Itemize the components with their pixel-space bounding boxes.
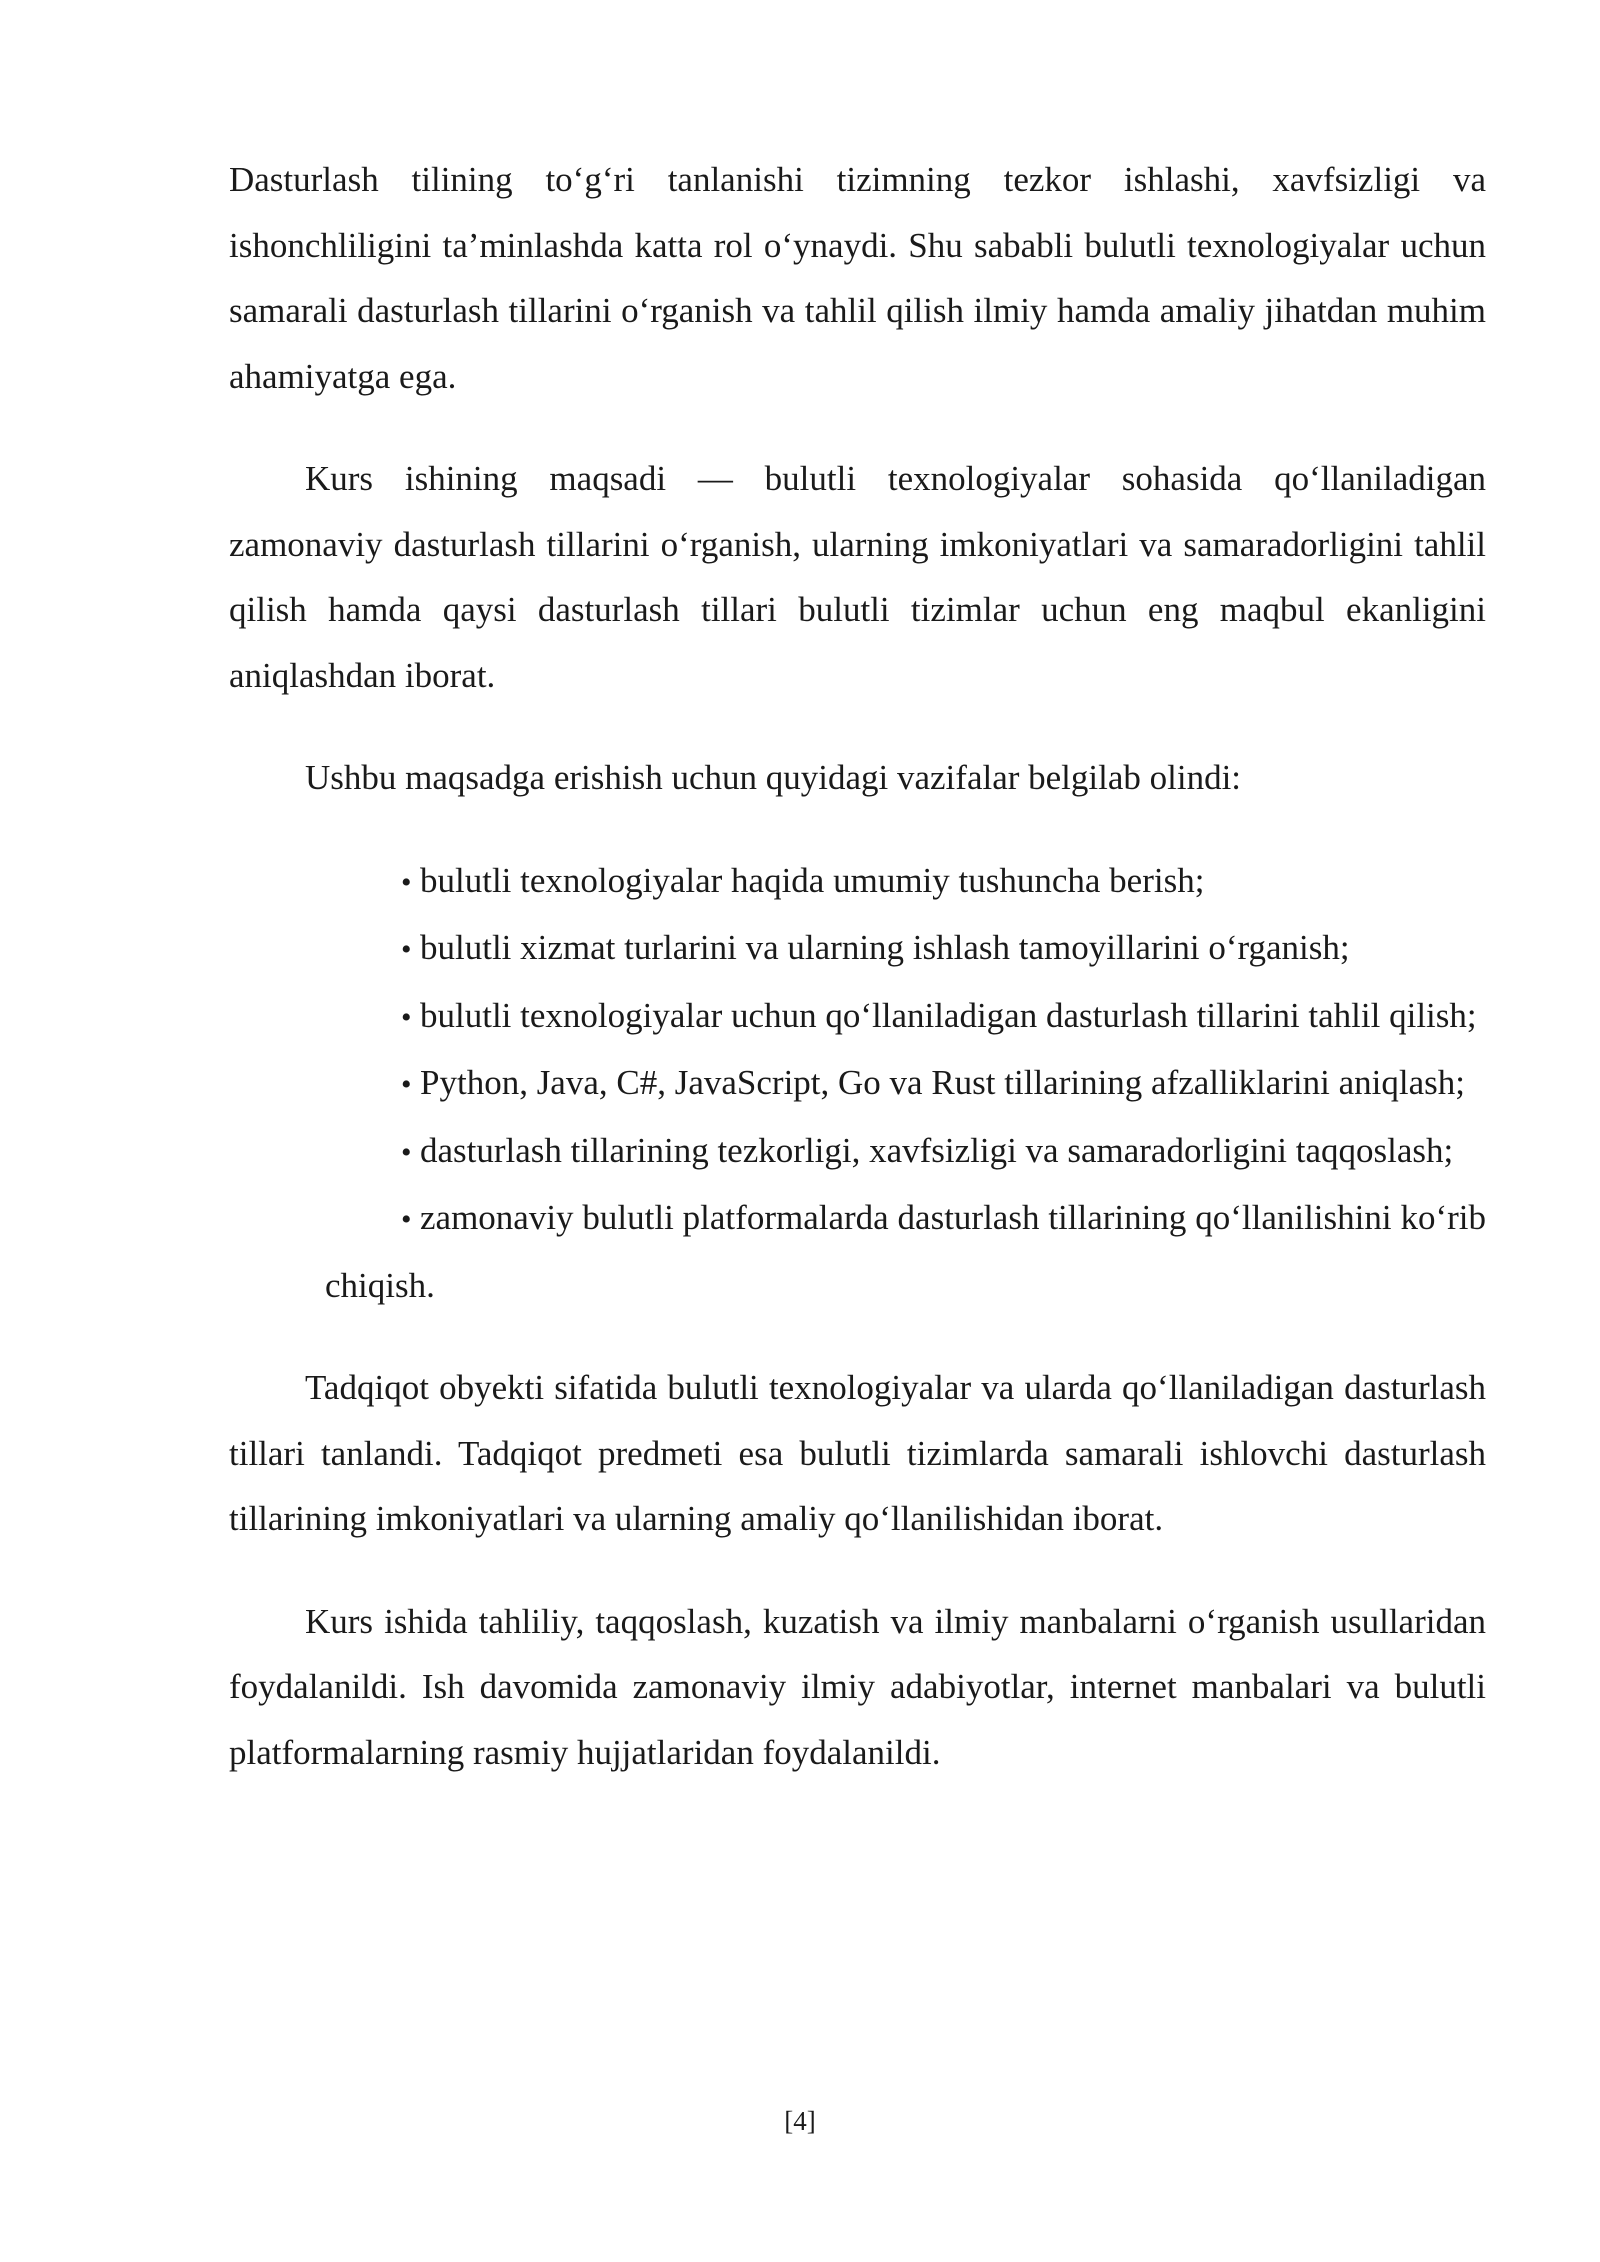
list-item-text: Python, Java, C#, JavaScript, Go va Rust tillarining afzalliklarini aniqlash; — [420, 1063, 1465, 1102]
bullet-icon: • — [401, 1203, 412, 1236]
document-page — [229, 147, 1486, 1785]
bullet-icon: • — [401, 1135, 412, 1169]
list-item-text: bulutli texnologiyalar uchun qo‘llaniladigan dasturlash tillarini tahlil qilish; — [420, 995, 1477, 1035]
task-list — [229, 848, 1486, 1319]
bullet-icon: • — [401, 1068, 412, 1101]
list-item — [229, 1185, 1486, 1318]
paragraph-tasks-intro: Ushbu maqsadga erishish uchun quyidagi vazifalar belgilab olindi: — [305, 758, 1242, 797]
paragraph-research-object: Tadqiqot obyekti sifatida bulutli texnologiyalar va ularda qo‘llaniladigan dasturlash tillari tanlandi. Tadqiqot predmeti esa bulutli tizimlarda samarali ishlovchi dasturlash tillarining imkoniyatlari va ularning amaliy qo‘llanilishidan iborat. — [229, 1368, 1486, 1538]
paragraph-programming-language-choice: Dasturlash tilining to‘g‘ri tanlanishi tizimning tezkor ishlashi, xavfsizligi va ishonchliligini ta’minlashda katta rol o‘ynaydi. Shu sababli bulutli texnologiyalar uchun samarali dasturlash tillarini o‘rganish va tahlil qilish ilmiy hamda amaliy jihatdan muhim ahamiyatga ega. — [229, 160, 1486, 396]
list-item — [229, 848, 1486, 916]
list-item — [229, 915, 1486, 983]
paragraph-course-goal: Kurs ishining maqsadi — bulutli texnologiyalar sohasida qo‘llaniladigan zamonaviy dasturlash tillarini o‘rganish, ularning imkoniyatlari va samaradorligini tahlil qilish hamda qaysi dasturlash tillari bulutli tizimlar uchun eng maqbul ekanligini aniqlashdan iborat. — [229, 459, 1486, 695]
list-item-text: bulutli texnologiyalar haqida umumiy tushuncha berish; — [420, 860, 1205, 900]
bullet-icon: • — [401, 865, 412, 899]
list-item — [229, 983, 1486, 1051]
list-item-text: zamonaviy bulutli platformalarda dasturlash tillarining qo‘llanilishini ko‘rib chiqish. — [325, 1198, 1486, 1305]
list-item — [229, 1050, 1486, 1118]
list-item-text: bulutli xizmat turlarini va ularning ishlash tamoyillarini o‘rganish; — [420, 928, 1350, 967]
list-item-text: dasturlash tillarining tezkorligi, xavfsizligi va samaradorligini taqqoslash; — [420, 1130, 1454, 1170]
bullet-icon: • — [401, 933, 412, 966]
bullet-icon: • — [401, 1000, 412, 1034]
list-item — [229, 1118, 1486, 1186]
paragraph-research-methods: Kurs ishida tahliliy, taqqoslash, kuzatish va ilmiy manbalarni o‘rganish usullaridan foydalanildi. Ish davomida zamonaviy ilmiy adabiyotlar, internet manbalari va bulutli platformalarning rasmiy hujjatlaridan foydalanildi. — [229, 1601, 1486, 1772]
page-number: [4] — [784, 2106, 816, 2136]
